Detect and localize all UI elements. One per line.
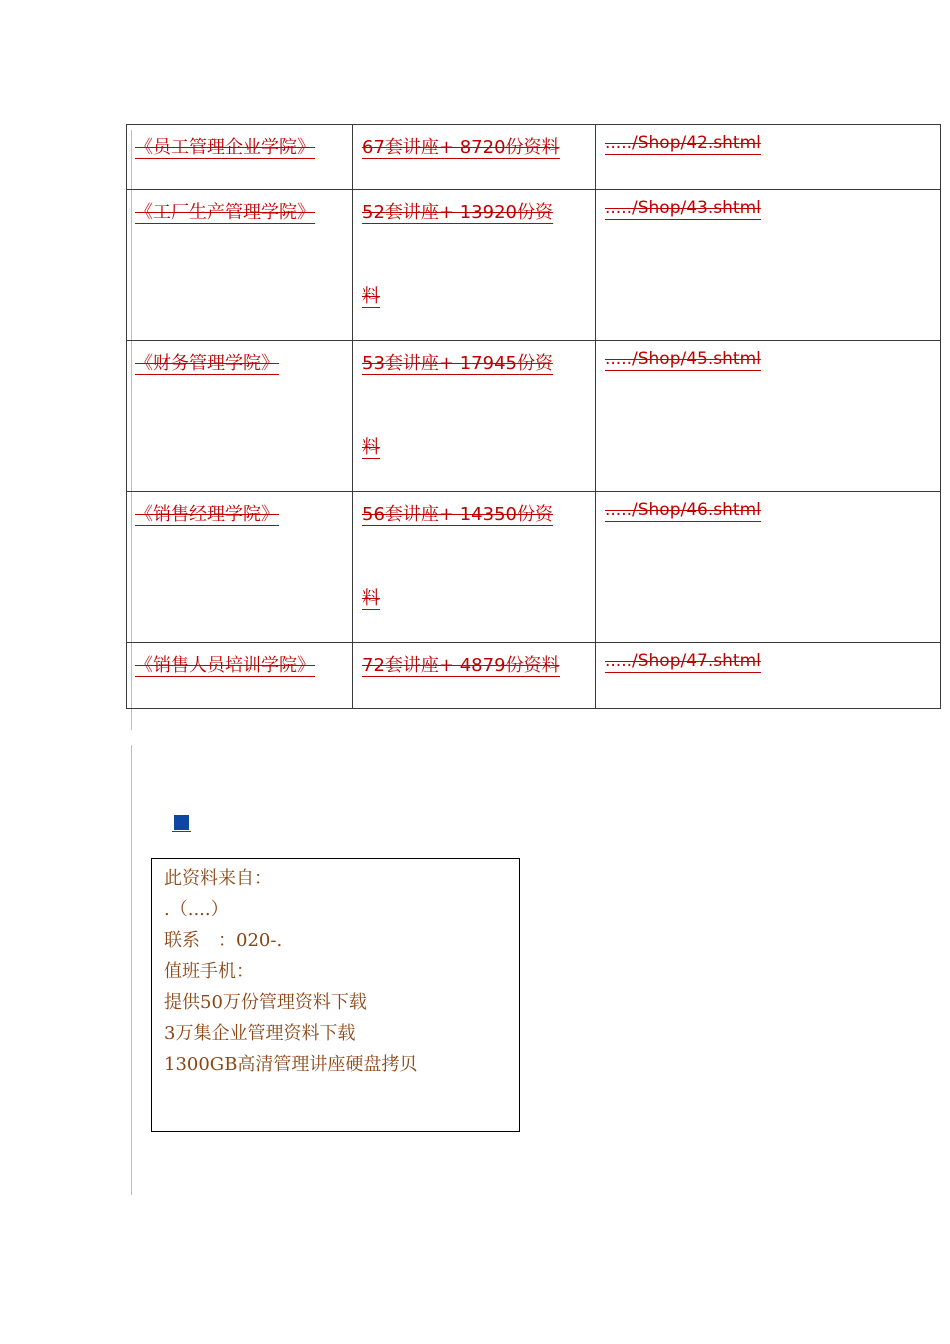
shop-link[interactable]: ...../Shop/46.shtml (605, 500, 761, 520)
academy-name-cell (127, 341, 353, 492)
shop-link-cell (596, 190, 941, 341)
resource-count-link-cont[interactable]: 料 (362, 286, 380, 307)
shop-link[interactable]: ...../Shop/45.shtml (605, 349, 761, 369)
info-line: 值班手机： (164, 961, 254, 982)
table-row (127, 190, 941, 341)
resource-count-link[interactable]: 72套讲座+ 4879份资料 (362, 655, 560, 676)
info-line: .（....） (164, 899, 229, 920)
academy-name-link[interactable]: 《销售经理学院》 (135, 504, 279, 525)
blue-square-icon[interactable] (174, 815, 189, 830)
info-line: 提供50万份管理资料下载 (164, 992, 367, 1013)
resource-count-cell (353, 341, 596, 492)
shop-link-cell (596, 341, 941, 492)
academy-name-link[interactable]: 《工厂生产管理学院》 (135, 202, 315, 223)
table-row (127, 125, 941, 190)
resource-count-link[interactable]: 53套讲座+ 17945份资 (362, 353, 553, 374)
shop-link[interactable]: ...../Shop/43.shtml (605, 198, 761, 218)
academy-name-link[interactable]: 《销售人员培训学院》 (135, 655, 315, 676)
source-info-box (151, 858, 520, 1132)
academy-name-cell (127, 492, 353, 643)
shop-link-cell (596, 492, 941, 643)
table-row (127, 643, 941, 709)
catalog-table (126, 124, 941, 709)
info-line: 联系 ：020-. (164, 930, 283, 951)
shop-link-cell (596, 643, 941, 709)
resource-count-link[interactable]: 67套讲座+ 8720份资料 (362, 137, 560, 158)
table-row (127, 492, 941, 643)
page-margin-line-bottom (131, 745, 132, 1195)
shop-link[interactable]: ...../Shop/42.shtml (605, 133, 761, 153)
resource-count-cell (353, 643, 596, 709)
resource-count-link-cont[interactable]: 料 (362, 437, 380, 458)
info-line: 此资料来自： (164, 868, 272, 889)
resource-count-cell (353, 125, 596, 190)
resource-count-cell (353, 492, 596, 643)
academy-name-cell (127, 125, 353, 190)
info-line: 1300GB高清管理讲座硬盘拷贝 (164, 1054, 418, 1075)
academy-name-cell (127, 643, 353, 709)
academy-name-cell (127, 190, 353, 341)
square-underline (172, 831, 191, 832)
resource-count-link[interactable]: 56套讲座+ 14350份资 (362, 504, 553, 525)
table-row (127, 341, 941, 492)
shop-link[interactable]: ...../Shop/47.shtml (605, 651, 761, 671)
resource-count-link-cont[interactable]: 料 (362, 588, 380, 609)
shop-link-cell (596, 125, 941, 190)
info-line: 3万集企业管理资料下载 (164, 1023, 356, 1044)
resource-count-link[interactable]: 52套讲座+ 13920份资 (362, 202, 553, 223)
academy-name-link[interactable]: 《员工管理企业学院》 (135, 137, 315, 158)
academy-name-link[interactable]: 《财务管理学院》 (135, 353, 279, 374)
resource-count-cell (353, 190, 596, 341)
